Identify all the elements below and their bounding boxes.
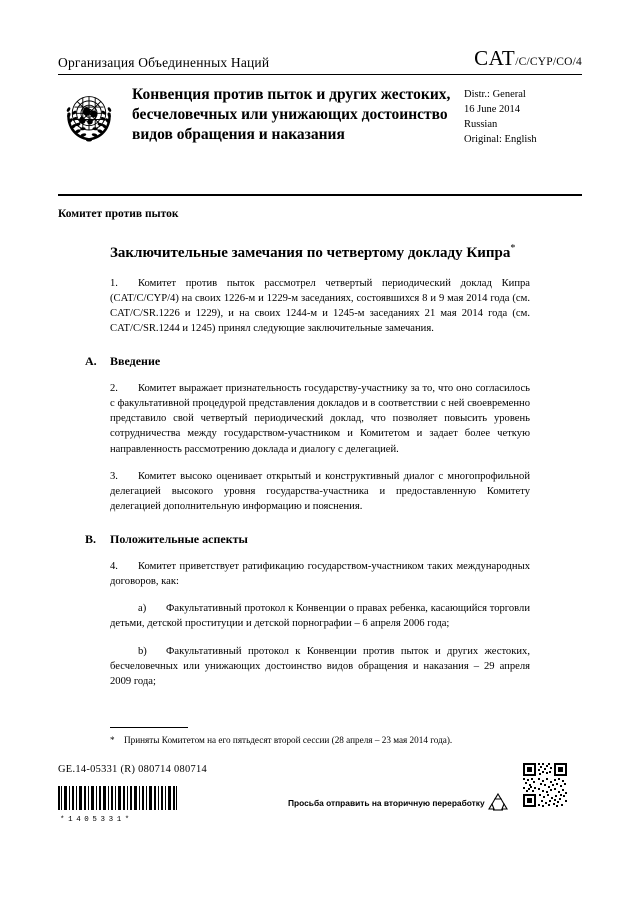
section-a-letter: A. bbox=[85, 353, 97, 368]
barcode-digits: *1405331* bbox=[60, 816, 133, 824]
recycle-note: Просьба отправить на вторичную переработку bbox=[288, 798, 485, 808]
footnote-text: Приняты Комитетом на его пятьдесят второй сессии (28 апреля – 23 мая 2014 года). bbox=[124, 735, 453, 745]
paragraph-1-text: Комитет против пыток рассмотрел четвертый периодический доклад Кипра (CAT/C/CYP/4) на своих 1226-м и 1229-м заседаниях, состоявшихся 8 и 9 мая 2014 года (см. CAT/C/SR.1226 и 1229), и на своих 1244-м и 1245-м заседаниях 21 мая 2014 года (см. CAT/C/SR.1244 и 1245) принял следующие заключительные замечания. bbox=[110, 277, 530, 335]
paragraph-1-number: 1. bbox=[110, 277, 118, 289]
footnote-marker: * bbox=[110, 735, 115, 745]
paragraph-2 bbox=[110, 381, 530, 457]
paragraph-2-text: Комитет выражает признательность государству-участнику за то, что оно согласилось с факультативной процедурой представления докладов и в соответствии с ней своевременно представило свой четвертый периодический доклад, что позволяет повысить уровень сотрудничества между государством-участником и Комитетом и задает более четкую направленность рассмотрению доклада и диалогу с делегацией. bbox=[110, 382, 530, 455]
subitem-a bbox=[110, 601, 530, 632]
page-title-footnote-marker: * bbox=[510, 243, 516, 254]
page-sheet bbox=[58, 46, 582, 689]
emblem-cell bbox=[58, 84, 132, 148]
paragraph-2-number: 2. bbox=[110, 382, 118, 394]
paragraph-1 bbox=[110, 276, 530, 337]
masthead-body bbox=[58, 84, 582, 148]
section-b-title: Положительные аспекты bbox=[110, 531, 248, 546]
distr-line: Distr.: General bbox=[464, 89, 526, 100]
document-symbol-main: CAT bbox=[474, 46, 516, 70]
ge-reference-line: GE.14-05331 (R) 080714 080714 bbox=[58, 764, 207, 775]
masthead-divider bbox=[58, 74, 582, 75]
subitem-a-label: a) bbox=[138, 603, 147, 614]
paragraph-3 bbox=[110, 469, 530, 515]
distribution-block bbox=[464, 84, 582, 148]
section-heading-a bbox=[58, 354, 582, 369]
recycle-icon bbox=[486, 792, 510, 814]
page-title-text: Заключительные замечания по четвертому докладу Кипра bbox=[110, 245, 511, 261]
paragraph-4-text: Комитет приветствует ратификацию государством-участником таких международных договоров, как: bbox=[110, 560, 530, 587]
page-title bbox=[110, 242, 530, 264]
footnote-divider bbox=[110, 727, 188, 728]
paragraph-4 bbox=[110, 559, 530, 590]
organization-name: Организация Объединенных Наций bbox=[58, 55, 270, 70]
distr-date: 16 June 2014 bbox=[464, 103, 520, 115]
paragraph-4-number: 4. bbox=[110, 560, 118, 572]
convention-title: Конвенция против пыток и других жестоких, бесчеловечных или унижающих достоинство видов обращения и наказания bbox=[132, 86, 451, 143]
paragraph-3-text: Комитет высоко оценивает открытый и конструктивный диалог с многопрофильной делегацией высокого уровня государства-участника и предоставленную Комитету делегацией дополнительную информацию и пояснения. bbox=[110, 470, 530, 513]
section-a-title: Введение bbox=[110, 353, 161, 368]
subitem-b-label: b) bbox=[138, 645, 147, 657]
document-symbol-sub: /C/CYP/CO/4 bbox=[515, 56, 582, 68]
committee-name: Комитет против пыток bbox=[58, 208, 179, 220]
paragraph-3-number: 3. bbox=[110, 470, 118, 482]
distr-original: Original: English bbox=[464, 133, 537, 145]
un-emblem-icon bbox=[58, 86, 120, 148]
document-symbol bbox=[474, 46, 582, 71]
barcode bbox=[58, 786, 178, 824]
distr-language: Russian bbox=[464, 118, 498, 130]
footnote-text-line bbox=[110, 734, 582, 746]
subitem-b bbox=[110, 644, 530, 690]
subitem-b-text: Факультативный протокол к Конвенции против пыток и других жестоких, бесчеловечных или унижающих достоинство видов обращения и наказания – 29 апреля 2009 года; bbox=[110, 645, 530, 687]
masthead-top bbox=[58, 46, 582, 73]
footnote-block bbox=[58, 727, 582, 746]
qr-code-icon bbox=[522, 762, 568, 808]
header-body-divider bbox=[58, 194, 582, 196]
barcode-icon bbox=[58, 786, 178, 810]
section-b-letter: B. bbox=[85, 531, 97, 546]
page-footer bbox=[58, 786, 582, 832]
subitem-a-text: Факультативный протокол к Конвенции о правах ребенка, касающийся торговли детьми, детской проституции и детской порнографии – 6 апреля 2006 года; bbox=[110, 603, 530, 630]
section-heading-b bbox=[58, 532, 582, 547]
